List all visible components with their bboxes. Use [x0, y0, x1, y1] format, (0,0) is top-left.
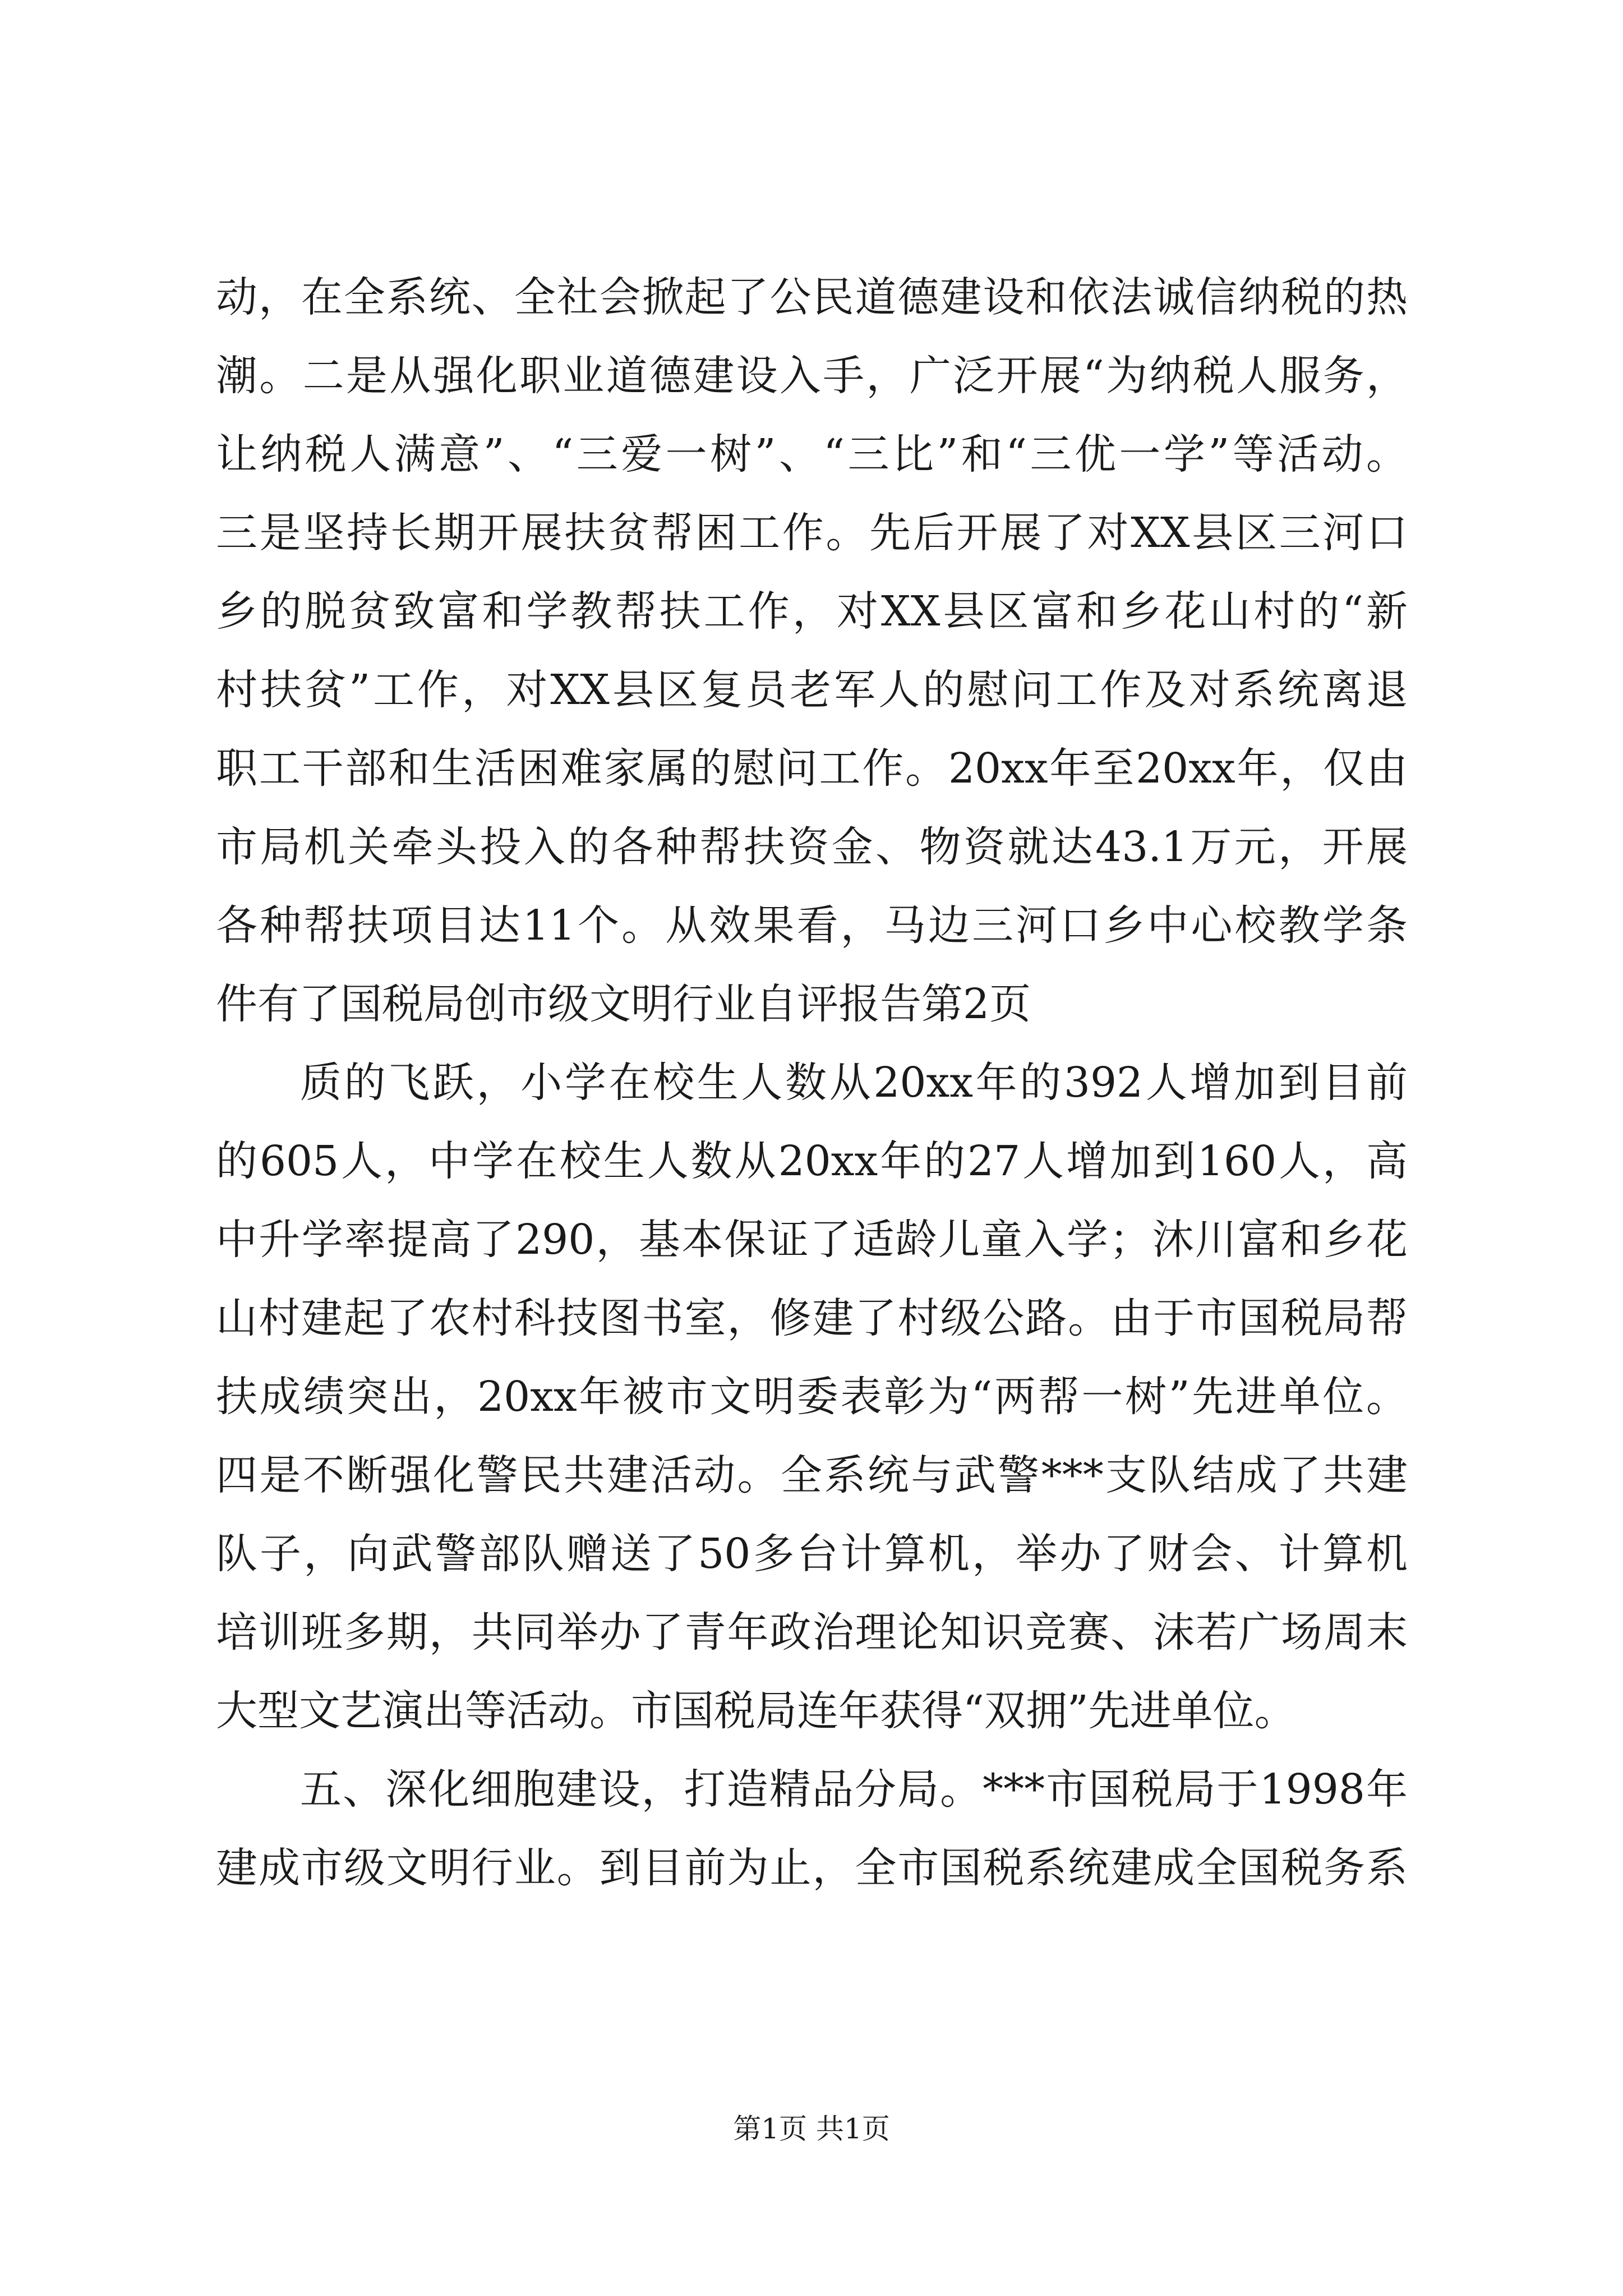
- text-line: 村扶贫”工作，对XX县区复员老军人的慰问工作及对系统离退: [216, 666, 1408, 714]
- page-footer: [0, 2109, 1623, 2148]
- text-line: 三是坚持长期开展扶贫帮困工作。先后开展了对XX县区三河口: [216, 509, 1408, 557]
- text-line: 扶成绩突出，20xx年被市文明委表彰为“两帮一树”先进单位。: [216, 1373, 1408, 1421]
- text-line: 大型文艺演出等活动。市国税局连年获得“双拥”先进单位。: [216, 1687, 1296, 1735]
- document-body: [216, 258, 1408, 1907]
- text-line: 质的飞跃，小学在校生人数从20xx年的392人增加到目前: [300, 1059, 1408, 1107]
- text-line: 队子，向武警部队赠送了50多台计算机，举办了财会、计算机: [216, 1530, 1408, 1578]
- text-line: 的605人，中学在校生人数从20xx年的27人增加到160人，高: [216, 1137, 1408, 1185]
- text-line: 乡的脱贫致富和学教帮扶工作，对XX县区富和乡花山村的“新: [216, 587, 1408, 636]
- page-indicator: 第1页 共1页: [733, 2113, 890, 2145]
- text-line: 件有了国税局创市级文明行业自评报告第2页: [216, 980, 1031, 1028]
- text-line: 五、深化细胞建设，打造精品分局。***市国税局于1998年: [300, 1765, 1408, 1814]
- text-line: 动，在全系统、全社会掀起了公民道德建设和依法诚信纳税的热: [216, 273, 1408, 321]
- text-line: 市局机关牵头投入的各种帮扶资金、物资就达43.1万元，开展: [216, 823, 1408, 871]
- text-line: 建成市级文明行业。到目前为止，全市国税系统建成全国税务系: [216, 1844, 1408, 1892]
- text-line: 四是不断强化警民共建活动。全系统与武警***支队结成了共建: [216, 1451, 1408, 1499]
- text-line: 中升学率提高了290，基本保证了适龄儿童入学；沐川富和乡花: [216, 1216, 1408, 1264]
- text-line: 山村建起了农村科技图书室，修建了村级公路。由于市国税局帮: [216, 1294, 1408, 1342]
- text-line: 各种帮扶项目达11个。从效果看，马边三河口乡中心校教学条: [216, 901, 1408, 950]
- text-line: 培训班多期，共同举办了青年政治理论知识竞赛、沫若广场周末: [216, 1608, 1408, 1657]
- text-line: 让纳税人满意”、“三爱一树”、“三比”和“三优一学”等活动。: [216, 430, 1408, 478]
- text-line: 潮。二是从强化职业道德建设入手，广泛开展“为纳税人服务，: [216, 352, 1408, 400]
- text-line: 职工干部和生活困难家属的慰问工作。20xx年至20xx年，仅由: [216, 744, 1408, 793]
